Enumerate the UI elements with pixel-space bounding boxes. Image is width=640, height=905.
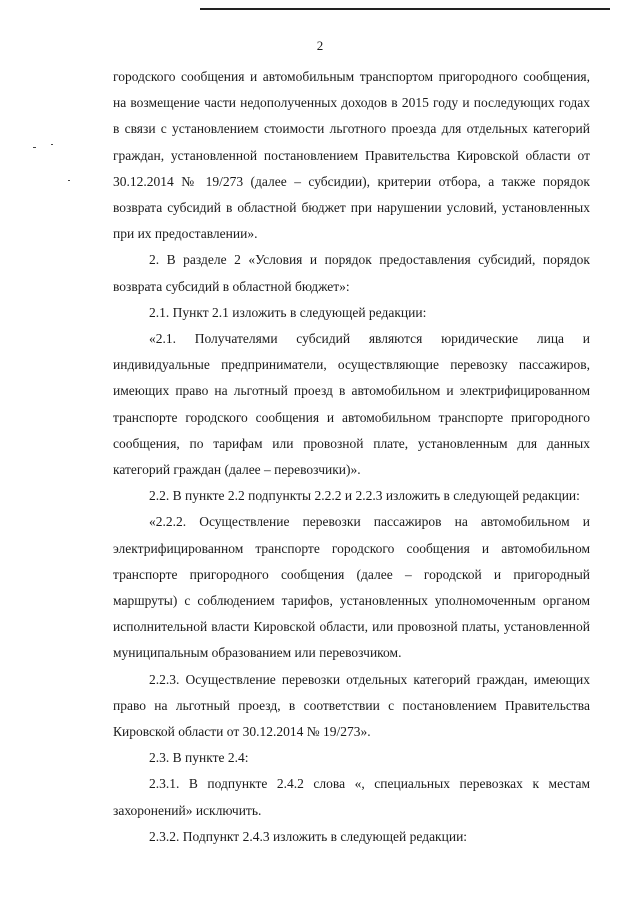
paragraph-continuation: городского сообщения и автомобильным транспортом пригородного сообщения, на возмещение части недополученных доходов в 2015 году и последующих годах в связи с установлением стоимости льготного проезда для отдельных категорий граждан, установленной постановлением Правительства Кировской области от 30.12.2014 № 19/273 (далее – субсидии), критерии отбора, а также порядок возврата субсидий в областной бюджет при нарушении условий, установленных при их предоставлении». bbox=[113, 69, 590, 242]
paragraph-2-3: 2.3. В пункте 2.4: bbox=[149, 750, 249, 766]
paragraph-2-1: 2.1. Пункт 2.1 изложить в следующей редакции: bbox=[149, 304, 427, 320]
paragraph-section-2: 2. В разделе 2 «Условия и порядок предоставления субсидий, порядок возврата субсидий в областной бюджет»: bbox=[113, 252, 590, 294]
margin-mark bbox=[68, 180, 70, 181]
top-rule bbox=[200, 8, 610, 10]
margin-mark bbox=[51, 144, 53, 145]
paragraph-2-2-2-quote: «2.2.2. Осуществление перевозки пассажиров на автомобильном и электрифицированном транспорте городского сообщения и автомобильном транспорте пригородного сообщения (далее – городской и пригородный маршруты) с соблюдением тарифов, установленных уполномоченным органом исполнительной власти Кировской области, или провозной платы, установленной муниципальным образованием или перевозчиком. bbox=[113, 514, 590, 661]
paragraph-2-3-1: 2.3.1. В подпункте 2.4.2 слова «, специальных перевозках к местам захоронений» исключить. bbox=[113, 776, 590, 818]
margin-mark bbox=[33, 147, 36, 148]
paragraph-2-2-3: 2.2.3. Осуществление перевозки отдельных категорий граждан, имеющих право на льготный проезд, в соответствии с постановлением Правительства Кировской области от 30.12.2014 № 19/273». bbox=[113, 671, 590, 740]
paragraph-2-1-quote: «2.1. Получателями субсидий являются юридические лица и индивидуальные предприниматели, осуществляющие перевозку пассажиров, имеющих право на льготный проезд в автомобильном и электрифицированном транспорте городского сообщения и автомобильном транспорте пригородного сообщения, по тарифам или провозной плате, установленным для данных категорий граждан (далее – перевозчики)». bbox=[113, 331, 590, 478]
paragraph-2-3-2: 2.3.2. Подпункт 2.4.3 изложить в следующей редакции: bbox=[149, 828, 468, 844]
document-body bbox=[113, 64, 590, 850]
paragraph-2-2: 2.2. В пункте 2.2 подпункты 2.2.2 и 2.2.3 изложить в следующей редакции: bbox=[149, 488, 580, 504]
page-number: 2 bbox=[316, 38, 324, 53]
